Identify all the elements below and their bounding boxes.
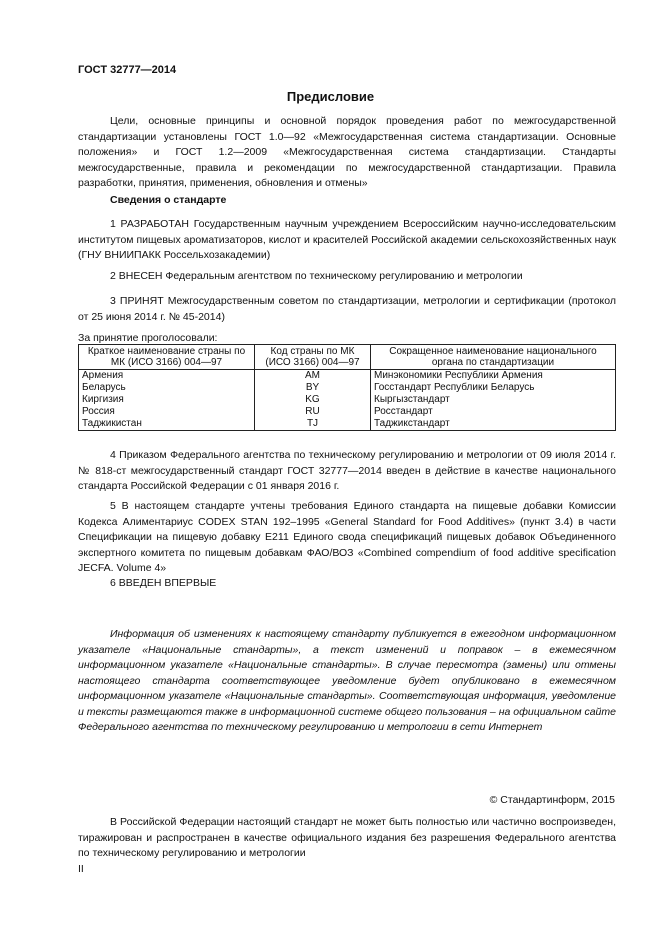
intro-paragraph: Цели, основные принципы и основной порядок проведения работ по межгосударственной стандартизации установлены ГОСТ 1.0—92 «Межгосударственная система стандартизации. Основные положения» и ГОСТ 1.2—2009 «Межгосударственная система стандартизации. Стандарты межгосударственные, правила и рекомендации по межгосударственной стандартизации. Правила разработки, принятия, применения, обновления и отмены» xyxy=(78,115,616,189)
country-cell: Россия xyxy=(79,406,255,418)
agency-cell: Госстандарт Республики Беларусь xyxy=(371,382,616,394)
countries-table xyxy=(78,344,616,431)
page-number: II xyxy=(78,863,84,875)
copyright: © Стандартинформ, 2015 xyxy=(489,794,615,806)
item-developed: 1 РАЗРАБОТАН Государственным научным учреждением Всероссийским научно-исследовательским институтом пищевых ароматизаторов, кислот и красителей Российской академии сельскохозяйственных наук (ГНУ ВНИИПАКК Россельхозакадемии) xyxy=(78,218,616,261)
agency-cell: Минэкономики Республики Армения xyxy=(371,370,616,383)
table-row xyxy=(79,370,616,383)
table-header-row xyxy=(79,345,616,370)
document-header: ГОСТ 32777—2014 xyxy=(78,64,177,76)
page-title: Предисловие xyxy=(286,89,375,104)
code-cell: RU xyxy=(255,406,371,418)
item-adopted: 3 ПРИНЯТ Межгосударственным советом по стандартизации, метрологии и сертификации (протокол от 25 июня 2014 г. № 45-2014) xyxy=(78,295,616,323)
agency-cell: Таджикстандарт xyxy=(371,418,616,431)
code-cell: AM xyxy=(255,370,371,383)
table-row xyxy=(79,394,616,406)
code-cell: TJ xyxy=(255,418,371,431)
agency-cell: Росстандарт xyxy=(371,406,616,418)
country-cell: Армения xyxy=(79,370,255,383)
table-row xyxy=(79,406,616,418)
country-cell: Таджикистан xyxy=(79,418,255,431)
amendments-notice: Информация об изменениях к настоящему стандарту публикуется в ежегодном информационном указателе «Национальные стандарты», а текст изменений и поправок – в ежемесячном информационном указателе «Национальные стандарты». В случае пересмотра (замены) или отмены настоящего стандарта соответствующее уведомление будет опубликовано в ежемесячном информационном указателе «Национальные стандарты». Соответствующая информация, уведомление и тексты размещаются также в информационной системе общего пользования – на официальном сайте Федерального агентства по техническому регулированию и метрологии в сети Интернет xyxy=(78,628,616,733)
section-heading: Сведения о стандарте xyxy=(110,194,227,206)
column-header-agency: Сокращенное наименование национального органа по стандартизации xyxy=(371,345,616,370)
column-header-country: Краткое наименование страны по МК (ИСО 3166) 004—97 xyxy=(79,345,255,370)
item-introduced: 2 ВНЕСЕН Федеральным агентством по техническому регулированию и метрологии xyxy=(110,270,523,282)
country-cell: Киргизия xyxy=(79,394,255,406)
column-header-code: Код страны по МК (ИСО 3166) 004—97 xyxy=(255,345,371,370)
vote-label: За принятие проголосовали: xyxy=(78,332,218,344)
code-cell: BY xyxy=(255,382,371,394)
reproduction-notice: В Российской Федерации настоящий стандарт не может быть полностью или частично воспроизведен, тиражирован и распространен в качестве официального издания без разрешения Федерального агентства по техническому регулированию и метрологии xyxy=(78,816,616,859)
table-row xyxy=(79,418,616,431)
item-codex-requirements: 5 В настоящем стандарте учтены требования Единого стандарта на пищевые добавки Комиссии Кодекса Алиментариус CODEX STAN 192–1995 «General Standard for Food Additives» (пункт 3.4) в части Спецификации на пищевую добавку Е211 Единого свода спецификаций пищевых добавок Объединенного экспертного комитета по пищевым добавкам ФАО/ВОЗ «Combined compendium of food additive specification JECFA. Volume 4» xyxy=(78,500,616,574)
code-cell: KG xyxy=(255,394,371,406)
item-enacted: 4 Приказом Федерального агентства по техническому регулированию и метрологии от 09 июля 2014 г. № 818-ст межгосударственный стандарт ГОСТ 32777—2014 введен в действие в качестве национального стандарта Российской Федерации с 01 января 2016 г. xyxy=(78,449,616,492)
table-row xyxy=(79,382,616,394)
agency-cell: Кыргызстандарт xyxy=(371,394,616,406)
item-first-introduced: 6 ВВЕДЕН ВПЕРВЫЕ xyxy=(110,577,217,589)
country-cell: Беларусь xyxy=(79,382,255,394)
